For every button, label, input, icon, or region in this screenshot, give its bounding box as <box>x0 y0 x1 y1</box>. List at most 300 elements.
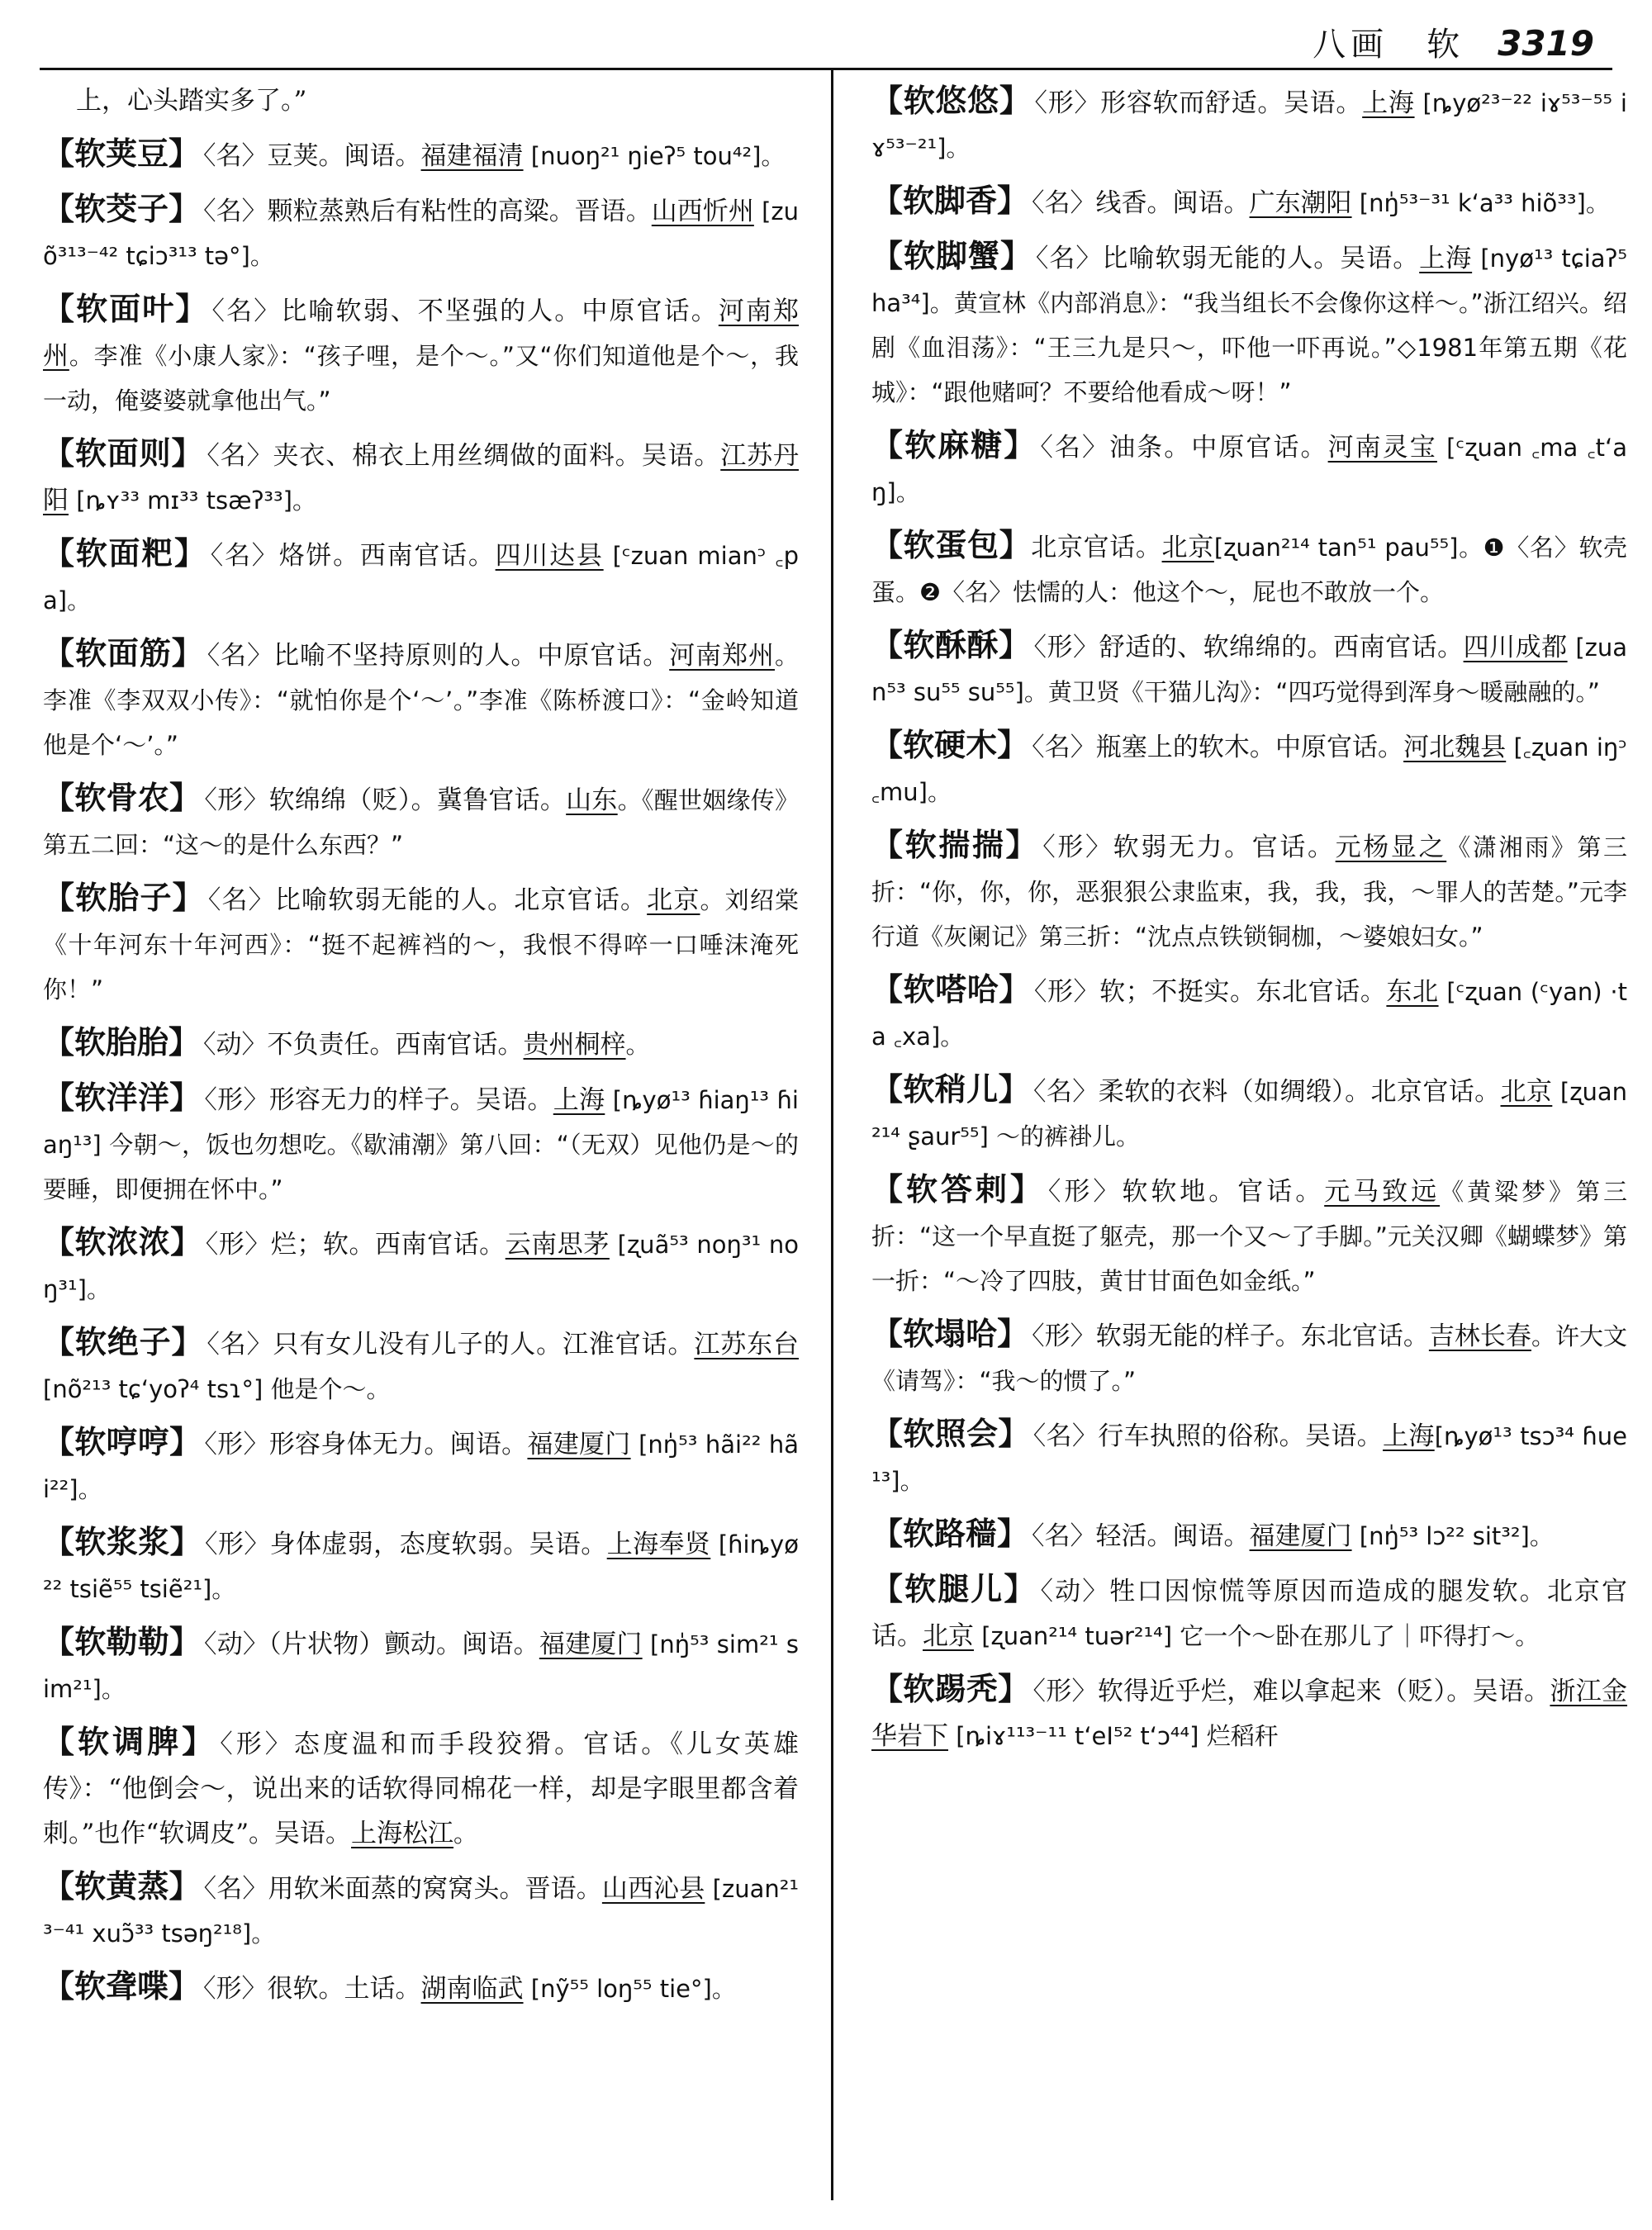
headword-text: 软脚香 <box>903 183 998 219</box>
dictionary-entry <box>43 1720 799 1856</box>
headword-bracket-close: 】 <box>169 1624 202 1660</box>
dictionary-entry <box>43 1320 799 1412</box>
headword-bracket-open: 【 <box>43 1079 75 1116</box>
headword-bracket-open: 【 <box>871 1071 904 1108</box>
headword-bracket-close: 】 <box>182 1724 217 1760</box>
dictionary-entry <box>43 1220 799 1312</box>
headword-bracket-open: 【 <box>871 83 904 119</box>
dialect-location: 上海奉贤 <box>606 1530 711 1559</box>
headword-text: 软腿儿 <box>904 1571 1004 1607</box>
headword-text: 软面粑 <box>75 535 175 572</box>
headword-text: 软稍儿 <box>903 1071 999 1108</box>
dialect-location: 元杨显之 <box>1335 833 1447 862</box>
entry-pronunciation-and-examples: [nŋ̍⁵³⁻³¹ kʻa³³ hiõ³³]。 <box>1351 189 1610 217</box>
dialect-location: 东北 <box>1386 977 1439 1007</box>
headword-bracket-open: 【 <box>871 1516 904 1552</box>
entry-headword <box>871 1316 1028 1352</box>
headword-bracket-open: 【 <box>43 135 75 172</box>
headword-text: 软路穑 <box>903 1516 998 1552</box>
entry-pronunciation-and-examples: [nŋ̍⁵³ lɔ²² sit³²]。 <box>1351 1522 1554 1550</box>
part-of-speech: 〈名〉 <box>1033 1077 1099 1107</box>
headword-text: 软调脾 <box>78 1724 183 1760</box>
part-of-speech: 〈名〉 <box>203 1874 268 1904</box>
dictionary-entry <box>43 1520 799 1611</box>
dictionary-entry <box>43 431 799 523</box>
entry-definition: 豆荚。闽语。 <box>267 141 421 171</box>
entry-definition: 瓶塞上的软木。中原官话。 <box>1095 733 1404 762</box>
dialect-location: 元马致远 <box>1324 1177 1441 1207</box>
part-of-speech: 〈名〉 <box>1032 733 1096 762</box>
headword-bracket-close: 】 <box>1004 1571 1037 1607</box>
entry-definition: 牲口因惊慌等原因而造成的腿发软。北京官话。 <box>871 1577 1628 1651</box>
headword-text: 软蛋包 <box>903 527 999 563</box>
entry-headword <box>43 1224 202 1260</box>
headword-bracket-open: 【 <box>871 427 905 463</box>
dictionary-entry <box>43 776 799 867</box>
headword-bracket-open: 【 <box>43 635 75 671</box>
headword-bracket-close: 】 <box>171 1324 204 1360</box>
entry-definition: 油条。中原官话。 <box>1109 433 1328 463</box>
entry-headword <box>43 880 205 916</box>
entry-pronunciation-and-examples: 。刘绍棠《十年河东十年河西》：“挺不起裤裆的～，我恨不得啐一口唾沫淹死你！” <box>43 886 799 1004</box>
dictionary-entry <box>871 178 1627 225</box>
header-rule <box>40 68 1612 70</box>
part-of-speech: 〈形〉 <box>203 1974 268 2004</box>
dictionary-entry <box>43 287 799 423</box>
entry-pronunciation-and-examples: [nuoŋ²¹ ŋieʔ⁵ tou⁴²]。 <box>523 142 786 170</box>
headword-bracket-close: 】 <box>1009 1171 1045 1208</box>
headword-text: 软面则 <box>74 435 172 472</box>
entry-pronunciation-and-examples: [zuan²¹³⁻⁴¹ xuɔ̃³³ tsəŋ²¹⁸]。 <box>43 1875 799 1948</box>
headword-bracket-close: 】 <box>175 291 209 327</box>
entry-pronunciation-and-examples: [nŋ̍⁵³ sim²¹ sim²¹]。 <box>43 1630 799 1703</box>
entry-headword <box>43 135 200 172</box>
headword-bracket-close: 】 <box>999 83 1032 119</box>
entry-headword <box>871 727 1028 763</box>
part-of-speech: 〈动〉 <box>204 1630 269 1659</box>
entry-definition: 用软米面蒸的窝窝头。晋语。 <box>268 1874 602 1904</box>
headword-bracket-close: 】 <box>998 1071 1030 1108</box>
headword-text: 软面筋 <box>74 635 172 671</box>
headword-bracket-close: 】 <box>169 1424 202 1460</box>
entry-definition: 软弱无力。官话。 <box>1113 833 1336 862</box>
dialect-location: 河南郑州 <box>669 641 775 671</box>
entry-headword <box>43 1024 200 1060</box>
entry-definition: 不负责任。西南官话。 <box>267 1030 524 1060</box>
part-of-speech: 〈名〉 <box>1032 1421 1099 1451</box>
entry-pronunciation-and-examples: 。 <box>625 1031 650 1059</box>
dialect-location: 云南思茅 <box>505 1230 610 1260</box>
entry-pronunciation-and-examples: [zuan⁵³ su⁵⁵ su⁵⁵]。黄卫贤《干猫儿沟》：“四巧觉得到浑身～暖融融的。” <box>871 633 1628 706</box>
entry-definition: 烙饼。西南官话。 <box>278 541 496 571</box>
entry-definition: 轻活。闽语。 <box>1095 1521 1250 1551</box>
entry-pronunciation-and-examples: [nŋ̍⁵³ hãi²² hãi²²]。 <box>43 1431 799 1503</box>
headword-text: 软胎子 <box>75 880 173 916</box>
headword-bracket-open: 【 <box>43 1724 78 1760</box>
dialect-location: 贵州桐梓 <box>523 1030 626 1060</box>
headword-text: 软塌哈 <box>903 1316 998 1352</box>
entry-definition: 软得近乎烂，难以拿起来（贬）。吴语。 <box>1097 1677 1550 1706</box>
entry-pronunciation-and-examples: [ᶜzuan mianᵓ ꜀pa]。 <box>43 542 799 614</box>
part-of-speech: 〈名〉 <box>206 641 274 671</box>
headword-bracket-close: 】 <box>998 1671 1030 1707</box>
dialect-location: 福建厦门 <box>1249 1521 1352 1551</box>
entry-pronunciation-and-examples: [ʐuan²¹⁴ tan⁵¹ pau⁵⁵]。❶〈名〉软壳蛋。❷〈名〉怯懦的人：他这个～，屁也不敢放一个。 <box>871 534 1627 606</box>
entry-pronunciation-and-examples: [ȵyø²³⁻²² iɤ⁵³⁻⁵⁵ iɤ⁵³⁻²¹]。 <box>871 89 1627 162</box>
entry-headword <box>43 535 207 572</box>
dialect-location: 上海 <box>1362 88 1415 118</box>
dictionary-entry <box>43 187 799 278</box>
dialect-location: 湖南临武 <box>420 1974 524 2004</box>
dictionary-entry <box>43 875 799 1012</box>
headword-bracket-close: 】 <box>997 1316 1029 1352</box>
headword-bracket-close: 】 <box>171 635 204 671</box>
headword-text: 软揣揣 <box>904 827 1006 863</box>
entry-definition: 很软。土话。 <box>267 1974 421 2004</box>
part-of-speech: 〈名〉 <box>211 297 282 326</box>
dictionary-entry <box>43 1964 799 2011</box>
entry-definition: 比喻软弱无能的人。北京官话。 <box>274 885 648 915</box>
entry-headword <box>43 1079 201 1116</box>
entry-definition: 北京官话。 <box>1031 533 1162 562</box>
entry-headword <box>43 780 201 816</box>
headword-bracket-close: 】 <box>1004 427 1037 463</box>
dialect-location: 山东 <box>566 785 618 815</box>
entry-headword <box>871 971 1031 1008</box>
headword-text: 软答剌 <box>905 1171 1010 1208</box>
entry-headword <box>43 1868 201 1905</box>
headword-bracket-close: 】 <box>170 1224 202 1260</box>
dialect-location: 四川达县 <box>495 541 604 571</box>
dictionary-entry <box>871 234 1627 415</box>
dialect-location: 河南郑州 <box>43 297 800 371</box>
entry-definition: 只有女儿没有儿子的人。江淮官话。 <box>273 1330 695 1359</box>
headword-bracket-open: 【 <box>871 1416 904 1452</box>
headword-bracket-close: 】 <box>174 535 207 572</box>
entry-headword <box>871 527 1031 563</box>
dictionary-entry <box>871 1167 1627 1303</box>
part-of-speech: 〈形〉 <box>1032 1321 1096 1351</box>
headword-bracket-open: 【 <box>43 780 75 816</box>
part-of-speech: 〈名〉 <box>210 541 279 571</box>
dialect-location: 河北魏县 <box>1403 733 1507 762</box>
headword-text: 软踢秃 <box>903 1671 999 1707</box>
headword-bracket-close: 】 <box>169 135 201 172</box>
headword-bracket-open: 【 <box>43 880 76 916</box>
entry-definition: 舒适的、软绵绵的。西南官话。 <box>1099 633 1464 662</box>
headword-text: 软洋洋 <box>74 1079 170 1116</box>
headword-bracket-open: 【 <box>43 1424 75 1460</box>
entry-definition: 软软地。官话。 <box>1122 1177 1325 1207</box>
dictionary-entry <box>871 523 1627 614</box>
headword-bracket-open: 【 <box>43 291 77 327</box>
headword-text: 软悠悠 <box>903 83 999 119</box>
headword-text: 软黄蒸 <box>74 1868 169 1905</box>
headword-bracket-close: 】 <box>169 1868 201 1905</box>
headword-text: 软哼哼 <box>74 1424 170 1460</box>
headword-bracket-open: 【 <box>43 1024 75 1060</box>
part-of-speech: 〈形〉 <box>220 1729 294 1759</box>
headword-bracket-close: 】 <box>999 971 1031 1008</box>
entry-definition: 比喻软弱、不坚强的人。中原官话。 <box>281 297 719 326</box>
entry-pronunciation-and-examples: [ȵiɤ¹¹³⁻¹¹ tʻeI⁵² tʻɔ⁴⁴] 烂稻秆 <box>948 1722 1279 1750</box>
part-of-speech: 〈名〉 <box>203 141 268 171</box>
headword-bracket-open: 【 <box>871 1316 904 1352</box>
entry-pronunciation-and-examples: 。许大文《请驾》：“我～的惯了。” <box>871 1322 1627 1395</box>
part-of-speech: 〈动〉 <box>203 1030 268 1060</box>
column-divider <box>831 69 833 2200</box>
headword-bracket-open: 【 <box>871 527 904 563</box>
dialect-location: 山西沁县 <box>601 1874 705 1904</box>
headword-bracket-close: 】 <box>998 1416 1030 1452</box>
dialect-location: 北京 <box>923 1621 974 1651</box>
entry-headword <box>871 83 1032 119</box>
entry-pronunciation-and-examples: [ʐuan²¹⁴ ʂaur⁵⁵] ～的裤褂儿。 <box>871 1078 1627 1151</box>
headword-bracket-close: 】 <box>999 627 1031 663</box>
part-of-speech: 〈形〉 <box>205 1230 271 1260</box>
part-of-speech: 〈形〉 <box>204 1085 269 1115</box>
part-of-speech: 〈名〉 <box>1032 1521 1096 1551</box>
dictionary-entry <box>43 1020 799 1067</box>
part-of-speech: 〈形〉 <box>1033 977 1100 1007</box>
entry-definition: 行车执照的俗称。吴语。 <box>1098 1421 1384 1451</box>
header-section: 八画 软 <box>1313 26 1465 64</box>
headword-text: 软嗒哈 <box>903 971 999 1008</box>
headword-bracket-open: 【 <box>43 435 75 472</box>
part-of-speech: 〈名〉 <box>206 1330 273 1359</box>
entry-pronunciation-and-examples: 《黄粱梦》第三折：“这一个早直挺了躯壳，那一个又～了手脚。”元关汉卿《蝴蝶梦》第一折：“～冷了四肢，黄甘甘面色如金纸。” <box>871 1178 1627 1295</box>
headword-bracket-open: 【 <box>43 1524 75 1560</box>
dialect-location: 浙江金华岩下 <box>871 1677 1628 1751</box>
entry-headword <box>871 627 1031 663</box>
part-of-speech: 〈形〉 <box>204 785 269 815</box>
dictionary-entry <box>43 1075 799 1212</box>
dialect-location: 福建福清 <box>420 141 524 171</box>
entry-definition: 软；不挺实。东北官话。 <box>1099 977 1387 1007</box>
headword-bracket-open: 【 <box>43 1624 75 1660</box>
entry-definition: 烂；软。西南官话。 <box>270 1230 506 1260</box>
entry-definition: 软弱无能的样子。东北官话。 <box>1095 1321 1429 1351</box>
dictionary-entry <box>871 1412 1627 1503</box>
dictionary-entry <box>43 531 799 623</box>
entry-headword <box>871 1071 1030 1108</box>
headword-bracket-open: 【 <box>871 1571 905 1607</box>
headword-bracket-open: 【 <box>871 1171 906 1208</box>
headword-text: 软浓浓 <box>74 1224 171 1260</box>
headword-bracket-open: 【 <box>43 1224 75 1260</box>
dialect-location: 上海 <box>553 1085 605 1115</box>
part-of-speech: 〈名〉 <box>203 197 268 226</box>
part-of-speech: 〈名〉 <box>206 441 273 471</box>
headword-bracket-open: 【 <box>871 727 904 763</box>
headword-bracket-close: 】 <box>997 1516 1029 1552</box>
headword-text: 软骨农 <box>74 780 170 816</box>
dialect-location: 福建厦门 <box>527 1430 631 1459</box>
entry-headword <box>871 827 1039 863</box>
dictionary-entry <box>871 1511 1627 1559</box>
entry-headword <box>43 435 203 472</box>
part-of-speech: 〈形〉 <box>1047 1177 1123 1207</box>
entry-definition: 形容身体无力。闽语。 <box>268 1430 528 1459</box>
part-of-speech: 〈名〉 <box>1035 244 1103 273</box>
part-of-speech: 〈动〉 <box>1040 1577 1110 1606</box>
dialect-location: 北京 <box>1161 533 1214 562</box>
right-column <box>871 78 1627 1767</box>
entry-pronunciation-and-examples: [ᶜʐuan ꜀ma ꜀tʻaŋ]。 <box>871 434 1627 506</box>
dictionary-entry <box>871 967 1627 1059</box>
part-of-speech: 〈形〉 <box>1034 88 1101 118</box>
entry-pronunciation-and-examples: [nỹ⁵⁵ loŋ⁵⁵ tie°]。 <box>523 1975 736 2003</box>
headword-bracket-open: 【 <box>871 627 904 663</box>
entry-headword <box>871 183 1028 219</box>
dictionary-entry <box>871 1067 1627 1159</box>
part-of-speech: 〈形〉 <box>204 1530 270 1559</box>
headword-text: 软茭子 <box>74 191 169 227</box>
entry-headword <box>871 1671 1029 1707</box>
headword-bracket-close: 】 <box>169 1968 201 2005</box>
entry-headword <box>871 1416 1030 1452</box>
entry-pronunciation-and-examples: 。《醒世姻缘传》第五二回：“这～的是什么东西？” <box>43 786 799 859</box>
entry-headword <box>43 1968 200 2005</box>
part-of-speech: 〈名〉 <box>1032 188 1096 218</box>
part-of-speech: 〈形〉 <box>1033 633 1099 662</box>
headword-bracket-close: 】 <box>169 1079 202 1116</box>
entry-definition: 态度温和而手段狡猾。官话。《儿女英雄传》：“他倒会～，说出来的话软得同棉花一样，却是字眼里都含着刺。”也作“软调皮”。吴语。 <box>43 1729 799 1848</box>
entry-pronunciation-and-examples: 。李准《李双双小传》：“就怕你是个‘～’。”李准《陈桥渡口》：“金岭知道他是个‘～’。” <box>43 642 799 759</box>
entry-headword <box>871 238 1032 274</box>
headword-text: 软脚蟹 <box>903 238 1000 274</box>
dictionary-entry <box>871 623 1627 714</box>
entry-definition: 线香。闽语。 <box>1095 188 1250 218</box>
entry-definition: 形容无力的样子。吴语。 <box>268 1085 553 1115</box>
dialect-location: 江苏东台 <box>694 1330 799 1359</box>
entry-headword <box>43 1724 216 1760</box>
headword-text: 软绝子 <box>74 1324 172 1360</box>
headword-bracket-close: 】 <box>997 727 1029 763</box>
dictionary-entry <box>871 723 1627 814</box>
entry-headword <box>871 1571 1037 1607</box>
headword-text: 软浆浆 <box>74 1524 170 1560</box>
page-number: 3319 <box>1498 23 1594 64</box>
entry-pronunciation-and-examples: [꜀ʐuan iŋᵓ ꜀mu]。 <box>871 733 1627 806</box>
entry-pronunciation-and-examples: [zuõ³¹³⁻⁴² tɕiɔ³¹³ tə°]。 <box>43 197 799 270</box>
headword-bracket-open: 【 <box>871 827 905 863</box>
entry-pronunciation-and-examples: [ᶜʐuan (ᶜyan) ·ta ꜀xa]。 <box>871 978 1627 1051</box>
headword-text: 软胎胎 <box>74 1024 169 1060</box>
entry-definition: 比喻不坚持原则的人。中原官话。 <box>273 641 670 671</box>
headword-text: 软麻糖 <box>904 427 1004 463</box>
entry-pronunciation-and-examples: 《潇湘雨》第三折：“你，你，你，恶狠狠公隶监束，我，我，我，～罪人的苦楚。”元李行道《灰阑记》第三折：“沈点点铁锁铜枷，～婆娘妇女。” <box>871 833 1627 951</box>
entry-headword <box>43 1524 202 1560</box>
entry-headword <box>43 635 204 671</box>
left-column <box>43 78 799 2019</box>
headword-text: 软照会 <box>903 1416 999 1452</box>
dictionary-entry <box>871 78 1627 170</box>
headword-text: 软硬木 <box>903 727 998 763</box>
entry-definition: 身体虚弱，态度软弱。吴语。 <box>269 1530 607 1559</box>
entry-pronunciation-and-examples: [ʐuã⁵³ noŋ³¹ noŋ³¹]。 <box>43 1231 799 1303</box>
dictionary-entry <box>871 1567 1627 1658</box>
dialect-location: 山西忻州 <box>651 197 754 226</box>
entry-headword <box>871 1171 1045 1208</box>
dictionary-entry <box>871 423 1627 515</box>
headword-text: 软勒勒 <box>74 1624 169 1660</box>
headword-bracket-open: 【 <box>43 535 76 572</box>
entry-definition: 比喻软弱无能的人。吴语。 <box>1102 244 1420 273</box>
headword-bracket-close: 】 <box>997 183 1029 219</box>
part-of-speech: 〈名〉 <box>1040 433 1110 463</box>
dialect-location: 广东潮阳 <box>1249 188 1352 218</box>
entry-pronunciation-and-examples: 。 <box>453 1820 478 1848</box>
dialect-location: 江苏丹阳 <box>43 441 799 515</box>
entry-definition: 夹衣、棉衣上用丝绸做的面料。吴语。 <box>273 441 721 471</box>
headword-text: 软面叶 <box>76 291 176 327</box>
headword-text: 软酥酥 <box>903 627 999 663</box>
entry-headword <box>43 191 200 227</box>
dialect-location: 上海松江 <box>351 1819 454 1848</box>
dialect-location: 河南灵宝 <box>1327 433 1437 463</box>
entry-definition: （片状物）颤动。闽语。 <box>268 1630 539 1659</box>
dialect-location: 吉林长春 <box>1428 1321 1531 1351</box>
headword-bracket-open: 【 <box>43 1324 75 1360</box>
headword-bracket-open: 【 <box>871 971 904 1008</box>
dictionary-entry <box>43 1420 799 1511</box>
entry-pronunciation-and-examples: 。李准《小康人家》：“孩子哩，是个～。”又“你们知道他是个～，我一动，俺婆婆就拿他出气。” <box>43 342 799 415</box>
headword-bracket-close: 】 <box>169 191 201 227</box>
dialect-location: 上海 <box>1419 244 1473 273</box>
entry-pronunciation-and-examples: [ȵyø¹³ tsɔ³⁴ ɦue¹³]。 <box>871 1422 1627 1495</box>
entry-pronunciation-and-examples: [ʐuan²¹⁴ tuər²¹⁴] 它一个～卧在那儿了｜吓得打～。 <box>974 1622 1540 1650</box>
entry-pronunciation-and-examples: [ȵʏ³³ mɪ³³ tsæʔ³³]。 <box>69 486 316 515</box>
dialect-location: 北京 <box>1500 1077 1553 1107</box>
dialect-location: 上海 <box>1383 1421 1435 1451</box>
part-of-speech: 〈形〉 <box>1042 833 1113 862</box>
dictionary-entry <box>871 1667 1627 1758</box>
headword-bracket-close: 】 <box>999 238 1032 274</box>
part-of-speech: 〈名〉 <box>207 885 275 915</box>
part-of-speech: 〈形〉 <box>204 1430 269 1459</box>
dialect-location: 福建厦门 <box>539 1630 643 1659</box>
entry-pronunciation-and-examples: [ɦiȵyø²² tsiẽ⁵⁵ tsiẽ²¹]。 <box>43 1530 799 1603</box>
dictionary-entry <box>871 1312 1627 1403</box>
entry-headword <box>43 291 209 327</box>
page-header <box>1313 18 1594 68</box>
entry-definition: 柔软的衣料（如绸缎）。北京官话。 <box>1098 1077 1501 1107</box>
headword-bracket-open: 【 <box>43 1968 75 2005</box>
entry-headword <box>43 1324 203 1360</box>
headword-bracket-close: 】 <box>999 527 1032 563</box>
headword-text: 软荚豆 <box>74 135 169 172</box>
entry-pronunciation-and-examples: [ȵyø¹³ ɦiaŋ¹³ ɦiaŋ¹³] 今朝～，饭也勿想吃。《歇浦潮》第八回：“（无双）见他仍是～的要睡，即便拥在怀中。” <box>43 1086 799 1203</box>
headword-bracket-close: 】 <box>169 1024 201 1060</box>
headword-bracket-open: 【 <box>871 183 904 219</box>
headword-bracket-open: 【 <box>43 191 75 227</box>
dictionary-entry <box>43 631 799 767</box>
dictionary-entry <box>43 1620 799 1711</box>
entry-pronunciation-and-examples: [nyø¹³ tɕiaʔ⁵ ha³⁴]。黄宣林《内部消息》：“我当组长不会像你这样～。”浙江绍兴。绍剧《血泪荡》：“王三九是只～，吓他一吓再说。”◇1981年第五期《花城》：“跟他赌呵？不要给他看成～呀！” <box>871 244 1627 406</box>
part-of-speech: 〈形〉 <box>1032 1677 1098 1706</box>
entry-headword <box>43 1424 201 1460</box>
entry-definition: 形容软而舒适。吴语。 <box>1100 88 1363 118</box>
headword-bracket-close: 】 <box>172 880 205 916</box>
headword-bracket-open: 【 <box>871 238 904 274</box>
headword-bracket-open: 【 <box>871 1671 904 1707</box>
entry-headword <box>871 427 1037 463</box>
headword-bracket-close: 】 <box>171 435 204 472</box>
headword-bracket-close: 】 <box>1005 827 1040 863</box>
continuation-text: 上，心头踏实多了。” <box>76 86 307 116</box>
dictionary-entry <box>871 823 1627 959</box>
